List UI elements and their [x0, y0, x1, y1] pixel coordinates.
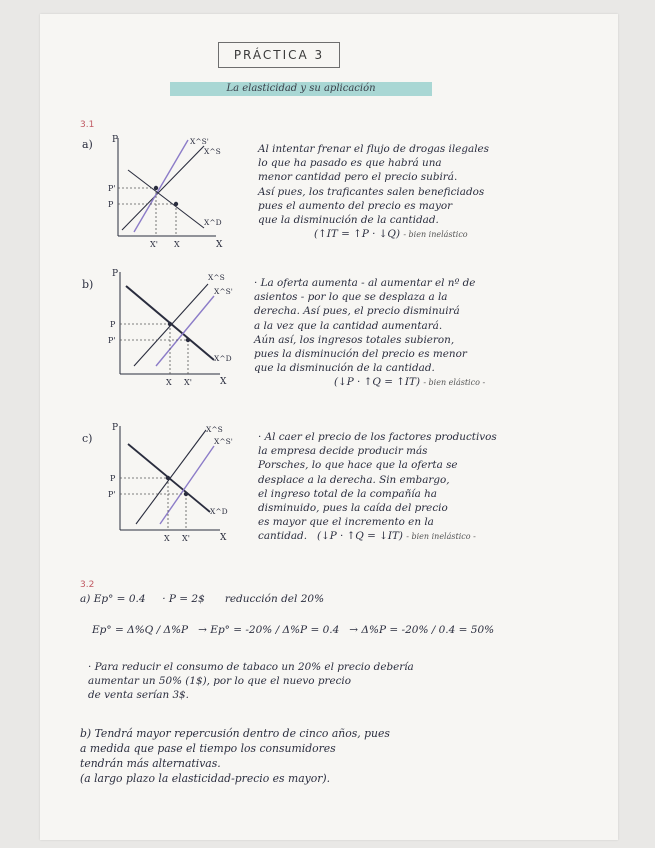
svg-text:X^S: X^S [204, 147, 221, 156]
item-b-label: b) [82, 278, 94, 291]
answer-c-line: · Al caer el precio de los factores productivos [258, 431, 497, 443]
formula-row [92, 624, 494, 636]
note-a: - bien inelástico [403, 230, 468, 240]
svg-text:X: X [166, 378, 172, 387]
svg-text:X^D: X^D [214, 354, 232, 363]
answer-b-line: asientos - por lo que se desplaza a la [254, 291, 448, 304]
answer-c-line: disminuido, pues la caída del precio [258, 502, 448, 515]
answer-3-2-b-line: (a largo plazo la elasticidad-precio es mayor). [80, 772, 331, 785]
svg-text:X: X [174, 240, 180, 249]
answer-b-line: pues la disminución del precio es menor [254, 348, 467, 361]
answer-c-line: cantidad. [258, 530, 308, 543]
svg-text:X^D: X^D [204, 218, 222, 227]
answer-c-line: es mayor que el incremento en la [258, 516, 434, 529]
formula-b: (↓P · ↑Q = ↑IT) [334, 376, 420, 389]
graph-c [102, 420, 232, 544]
answer-3-2-a-line: aumentar un 50% (1$), por lo que el nuevo precio [88, 675, 351, 688]
svg-text:X^S: X^S [206, 425, 223, 434]
answer-a-text [258, 142, 489, 242]
notebook-page [40, 14, 618, 840]
answer-b-line: que la disminución de la cantidad. [254, 362, 435, 375]
answer-c-line: la empresa decide producir más [258, 445, 428, 458]
answer-b-line: Aún así, los ingresos totales subieron, [254, 333, 455, 346]
svg-text:P': P' [108, 490, 116, 499]
answer-a-line: Al intentar frenar el flujo de drogas ilegales [258, 143, 490, 155]
answer-3-2-b-line: Tendrá mayor repercusión dentro de cinco años, pues [94, 727, 390, 740]
svg-text:X: X [164, 534, 170, 543]
svg-text:P: P [110, 474, 116, 483]
note-c: - bien inelástico - [406, 532, 476, 542]
svg-text:X^S: X^S [208, 273, 225, 282]
svg-text:X': X' [182, 534, 190, 543]
page-title: PRÁCTICA 3 [218, 42, 340, 68]
svg-text:X: X [220, 533, 227, 543]
formula-elasticity: Ep° = Δ%Q / Δ%P [92, 624, 189, 636]
answer-a-line: que la disminución de la cantidad. [258, 214, 439, 227]
formula-a: (↑IT = ↑P · ↓Q) [314, 228, 400, 241]
answer-3-2-a-line: · Para reducir el consumo de tabaco un 20% el precio debería [88, 661, 414, 673]
svg-text:P: P [110, 320, 116, 329]
answer-c-line: el ingreso total de la compañía ha [258, 487, 437, 500]
svg-text:P': P' [108, 336, 116, 345]
given-price: · P = 2$ [162, 593, 205, 605]
svg-text:X^S': X^S' [190, 137, 209, 146]
section-3-1-number: 3.1 [80, 120, 95, 130]
item-3-2-a-label: a) [80, 593, 91, 605]
svg-text:P: P [108, 200, 114, 209]
svg-text:X: X [216, 240, 223, 250]
svg-text:X': X' [184, 378, 192, 387]
item-c-label: c) [82, 432, 93, 445]
svg-text:P': P' [108, 184, 116, 193]
svg-text:X: X [220, 377, 227, 387]
formula-c: (↓P · ↑Q = ↓IT) [316, 530, 403, 543]
answer-3-2-b-line: tendrán más alternativas. [80, 757, 221, 770]
svg-text:P: P [112, 423, 119, 433]
answer-a-line: lo que ha pasado es que habrá una [258, 157, 442, 170]
answer-a-line: menor cantidad pero el precio subirá. [258, 171, 458, 184]
svg-text:X^S': X^S' [214, 437, 233, 446]
answer-a-line: pues el aumento del precio es mayor [258, 199, 453, 212]
answer-b-text [254, 276, 485, 391]
given-reduction: reducción del 20% [224, 593, 325, 605]
formula-substitution: → Ep° = -20% / Δ%P = 0.4 [198, 624, 340, 636]
given-row [80, 593, 324, 605]
answer-b-line: a la vez que la cantidad aumentará. [254, 319, 443, 332]
svg-text:X^S': X^S' [214, 287, 233, 296]
section-3-2-number: 3.2 [80, 580, 95, 590]
answer-3-2-a-line: de venta serían 3$. [88, 689, 189, 702]
answer-3-2-b-line: a medida que pase el tiempo los consumidores [80, 742, 336, 755]
item-3-2-b-label: b) [80, 727, 92, 740]
formula-result: → Δ%P = -20% / 0.4 = 50% [349, 624, 495, 636]
graph-b [104, 266, 233, 387]
svg-text:P: P [112, 135, 119, 145]
note-b: - bien elástico - [423, 378, 486, 388]
given-elasticity: Ep° = 0.4 [93, 593, 146, 605]
svg-text:P: P [112, 269, 119, 279]
answer-c-line: desplace a la derecha. Sin embargo, [258, 473, 450, 486]
svg-text:X': X' [150, 240, 158, 249]
answer-3-2-b-text [80, 726, 390, 786]
answer-a-line: Así pues, los traficantes salen beneficiados [258, 185, 485, 198]
svg-text:X^D: X^D [210, 507, 228, 516]
graph-a [104, 132, 224, 250]
answer-c-text [258, 430, 497, 545]
answer-c-line: Porsches, lo que hace que la oferta se [258, 459, 458, 472]
answer-3-2-a-text [88, 660, 414, 703]
page-subtitle: La elasticidad y su aplicación [170, 82, 432, 96]
answer-b-line: derecha. Así pues, el precio disminuirá [254, 305, 460, 318]
answer-b-line: · La oferta aumenta - al aumentar el nº de [254, 277, 476, 289]
item-a-label: a) [82, 138, 93, 151]
